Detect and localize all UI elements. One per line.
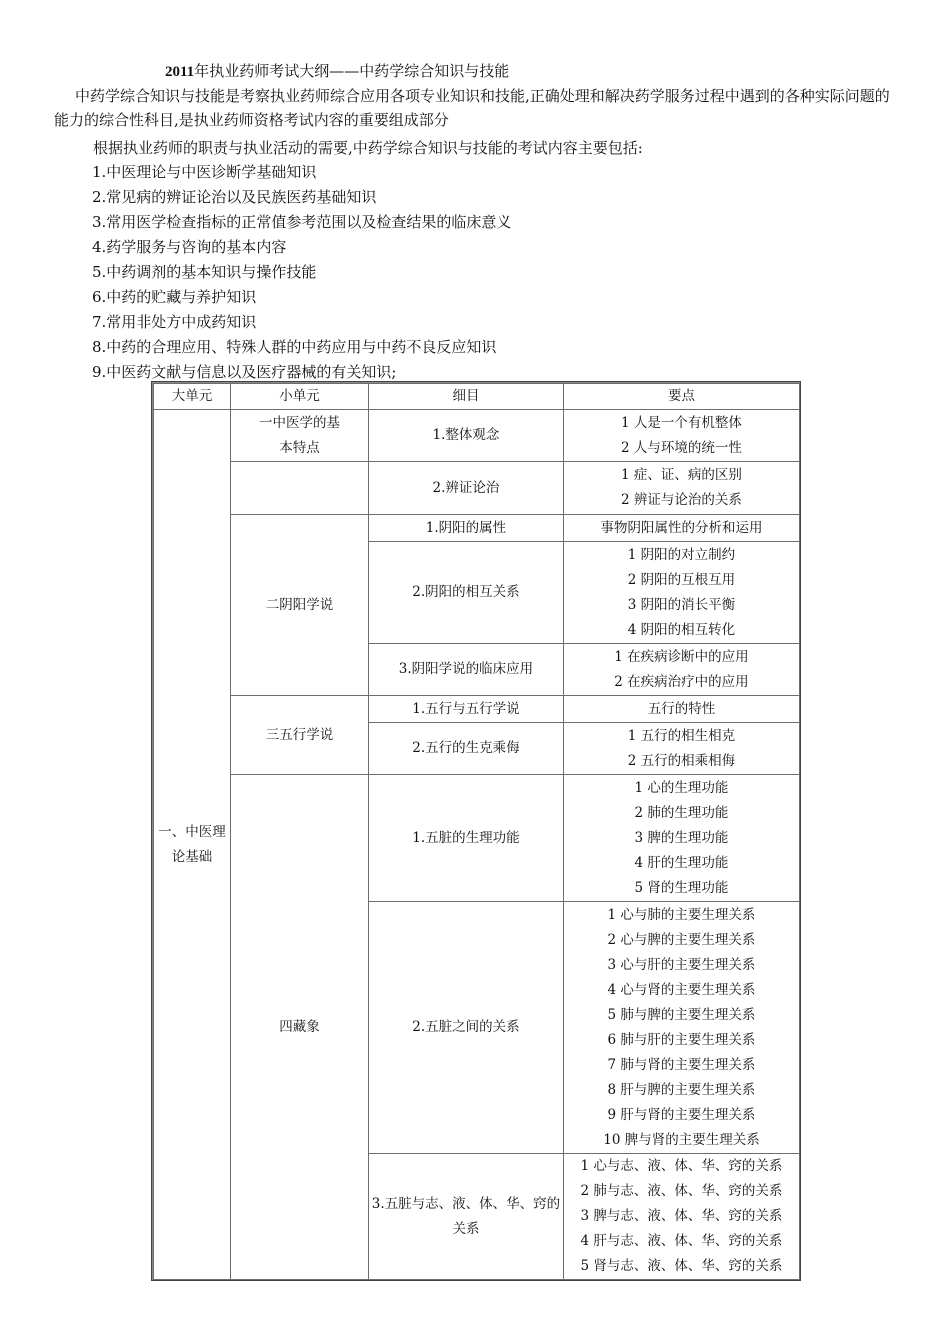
point-text: 4 阴阳的相互转化 (627, 621, 736, 638)
point-text: 4 肝的生理功能 (634, 854, 729, 871)
page-title: 2011年执业药师考试大纲——中药学综合知识与技能 (165, 62, 510, 80)
point-text: 1 心的生理功能 (634, 779, 729, 796)
detail-cell: 1.五行与五行学说 (369, 696, 564, 723)
content-list (92, 160, 511, 385)
list-item: 6.中药的贮藏与养护知识 (92, 288, 257, 306)
point-text: 2 心与脾的主要生理关系 (607, 931, 756, 948)
list-item: 9.中医药文献与信息以及医疗器械的有关知识; (92, 363, 397, 381)
point-text: 2 人与环境的统一性 (621, 439, 742, 456)
points-cell (564, 462, 800, 515)
point-text: 4 心与肾的主要生理关系 (607, 981, 756, 998)
point-text: 2 在疾病治疗中的应用 (614, 673, 749, 690)
list-item: 3.常用医学检查指标的正常值参考范围以及检查结果的临床意义 (92, 213, 512, 231)
list-item: 5.中药调剂的基本知识与操作技能 (92, 263, 317, 281)
header-cell: 大单元 (154, 384, 231, 410)
detail-text: 3.五脏与志、液、体、华、窍的 (371, 1195, 561, 1212)
minor-unit-text: 一中医学的基 (259, 414, 340, 431)
detail-cell: 2.五脏之间的关系 (369, 902, 564, 1154)
point-text: 7 肺与肾的主要生理关系 (607, 1056, 756, 1073)
major-unit-text: 论基础 (171, 848, 213, 865)
list-item: 7.常用非处方中成药知识 (92, 313, 257, 331)
detail-cell: 2.辨证论治 (369, 462, 564, 515)
point-text: 3 脾的生理功能 (634, 829, 729, 846)
syllabus-table (153, 383, 800, 1280)
point-text: 1 五行的相生相克 (627, 727, 736, 744)
detail-cell: 1.阴阳的属性 (369, 515, 564, 542)
table-row (154, 462, 800, 515)
point-text: 5 肾的生理功能 (634, 879, 729, 896)
point-text: 3 心与肝的主要生理关系 (607, 956, 756, 973)
header-cell: 细目 (369, 384, 564, 410)
list-item: 8.中药的合理应用、特殊人群的中药应用与中药不良反应知识 (92, 338, 497, 356)
detail-cell: 3.阴阳学说的临床应用 (369, 644, 564, 696)
point-text: 2 五行的相乘相侮 (627, 752, 736, 769)
point-text: 4 肝与志、液、体、华、窍的关系 (580, 1233, 783, 1249)
table-row (154, 515, 800, 542)
major-unit-cell (154, 410, 231, 1280)
points-cell (564, 775, 800, 902)
minor-unit-cell (231, 410, 369, 462)
list-item: 1.中医理论与中医诊断学基础知识 (92, 163, 317, 181)
point-text: 9 肝与肾的主要生理关系 (607, 1106, 756, 1123)
point-text: 5 肺与脾的主要生理关系 (607, 1006, 756, 1023)
detail-cell: 1.整体观念 (369, 410, 564, 462)
table-row (154, 775, 800, 902)
points-cell (564, 410, 800, 462)
table-row (154, 696, 800, 723)
point-text: 2 阴阳的互根互用 (627, 571, 736, 588)
points-cell (564, 723, 800, 775)
minor-unit-cell: 四藏象 (231, 775, 369, 1280)
minor-unit-cell: 二阴阳学说 (231, 515, 369, 696)
minor-unit-text: 本特点 (279, 439, 320, 456)
major-unit-text: 一、中医理 (158, 823, 226, 840)
point-text: 1 在疾病诊断中的应用 (614, 648, 749, 665)
point-text: 2 肺的生理功能 (634, 804, 729, 821)
points-cell (564, 902, 800, 1154)
point-text: 2 肺与志、液、体、华、窍的关系 (580, 1183, 783, 1199)
point-text: 3 脾与志、液、体、华、窍的关系 (580, 1208, 783, 1224)
detail-cell: 2.五行的生克乘侮 (369, 723, 564, 775)
point-text: 1 阴阳的对立制约 (627, 546, 736, 563)
point-text: 1 心与肺的主要生理关系 (607, 906, 756, 923)
point-text: 1 心与志、液、体、华、窍的关系 (580, 1158, 783, 1174)
detail-cell (369, 1154, 564, 1280)
point-text: 2 辨证与论治的关系 (621, 492, 742, 508)
detail-cell: 1.五脏的生理功能 (369, 775, 564, 902)
point-text: 1 人是一个有机整体 (621, 414, 742, 431)
point-text: 1 症、证、病的区别 (621, 467, 742, 483)
detail-text: 关系 (452, 1220, 480, 1237)
detail-cell: 2.阴阳的相互关系 (369, 542, 564, 644)
point-text: 5 肾与志、液、体、华、窍的关系 (580, 1258, 783, 1274)
scope-paragraph: 根据执业药师的职责与执业活动的需要,中药学综合知识与技能的考试内容主要包括: (93, 139, 643, 157)
list-item: 4.药学服务与咨询的基本内容 (92, 238, 287, 256)
point-text: 3 阴阳的消长平衡 (627, 596, 736, 613)
table-row (154, 410, 800, 462)
minor-unit-cell (231, 462, 369, 515)
points-cell: 五行的特性 (564, 696, 800, 723)
point-text: 10 脾与肾的主要生理关系 (603, 1131, 760, 1148)
points-cell: 事物阴阳属性的分析和运用 (564, 515, 800, 542)
points-cell (564, 542, 800, 644)
list-item: 2.常见病的辨证论治以及民族医药基础知识 (92, 188, 377, 206)
points-cell (564, 1154, 800, 1280)
header-cell: 要点 (564, 384, 800, 410)
points-cell (564, 644, 800, 696)
point-text: 8 肝与脾的主要生理关系 (607, 1081, 756, 1098)
table-header-row (154, 384, 800, 410)
point-text: 6 肺与肝的主要生理关系 (607, 1031, 756, 1048)
header-cell: 小单元 (231, 384, 369, 410)
intro-paragraph: 中药学综合知识与技能是考察执业药师综合应用各项专业知识和技能,正确处理和解决药学服务过程中遇到的各种实际问题的能力的综合性科目,是执业药师资格考试内容的重要组成部分 (54, 87, 890, 129)
minor-unit-cell: 三五行学说 (231, 696, 369, 775)
